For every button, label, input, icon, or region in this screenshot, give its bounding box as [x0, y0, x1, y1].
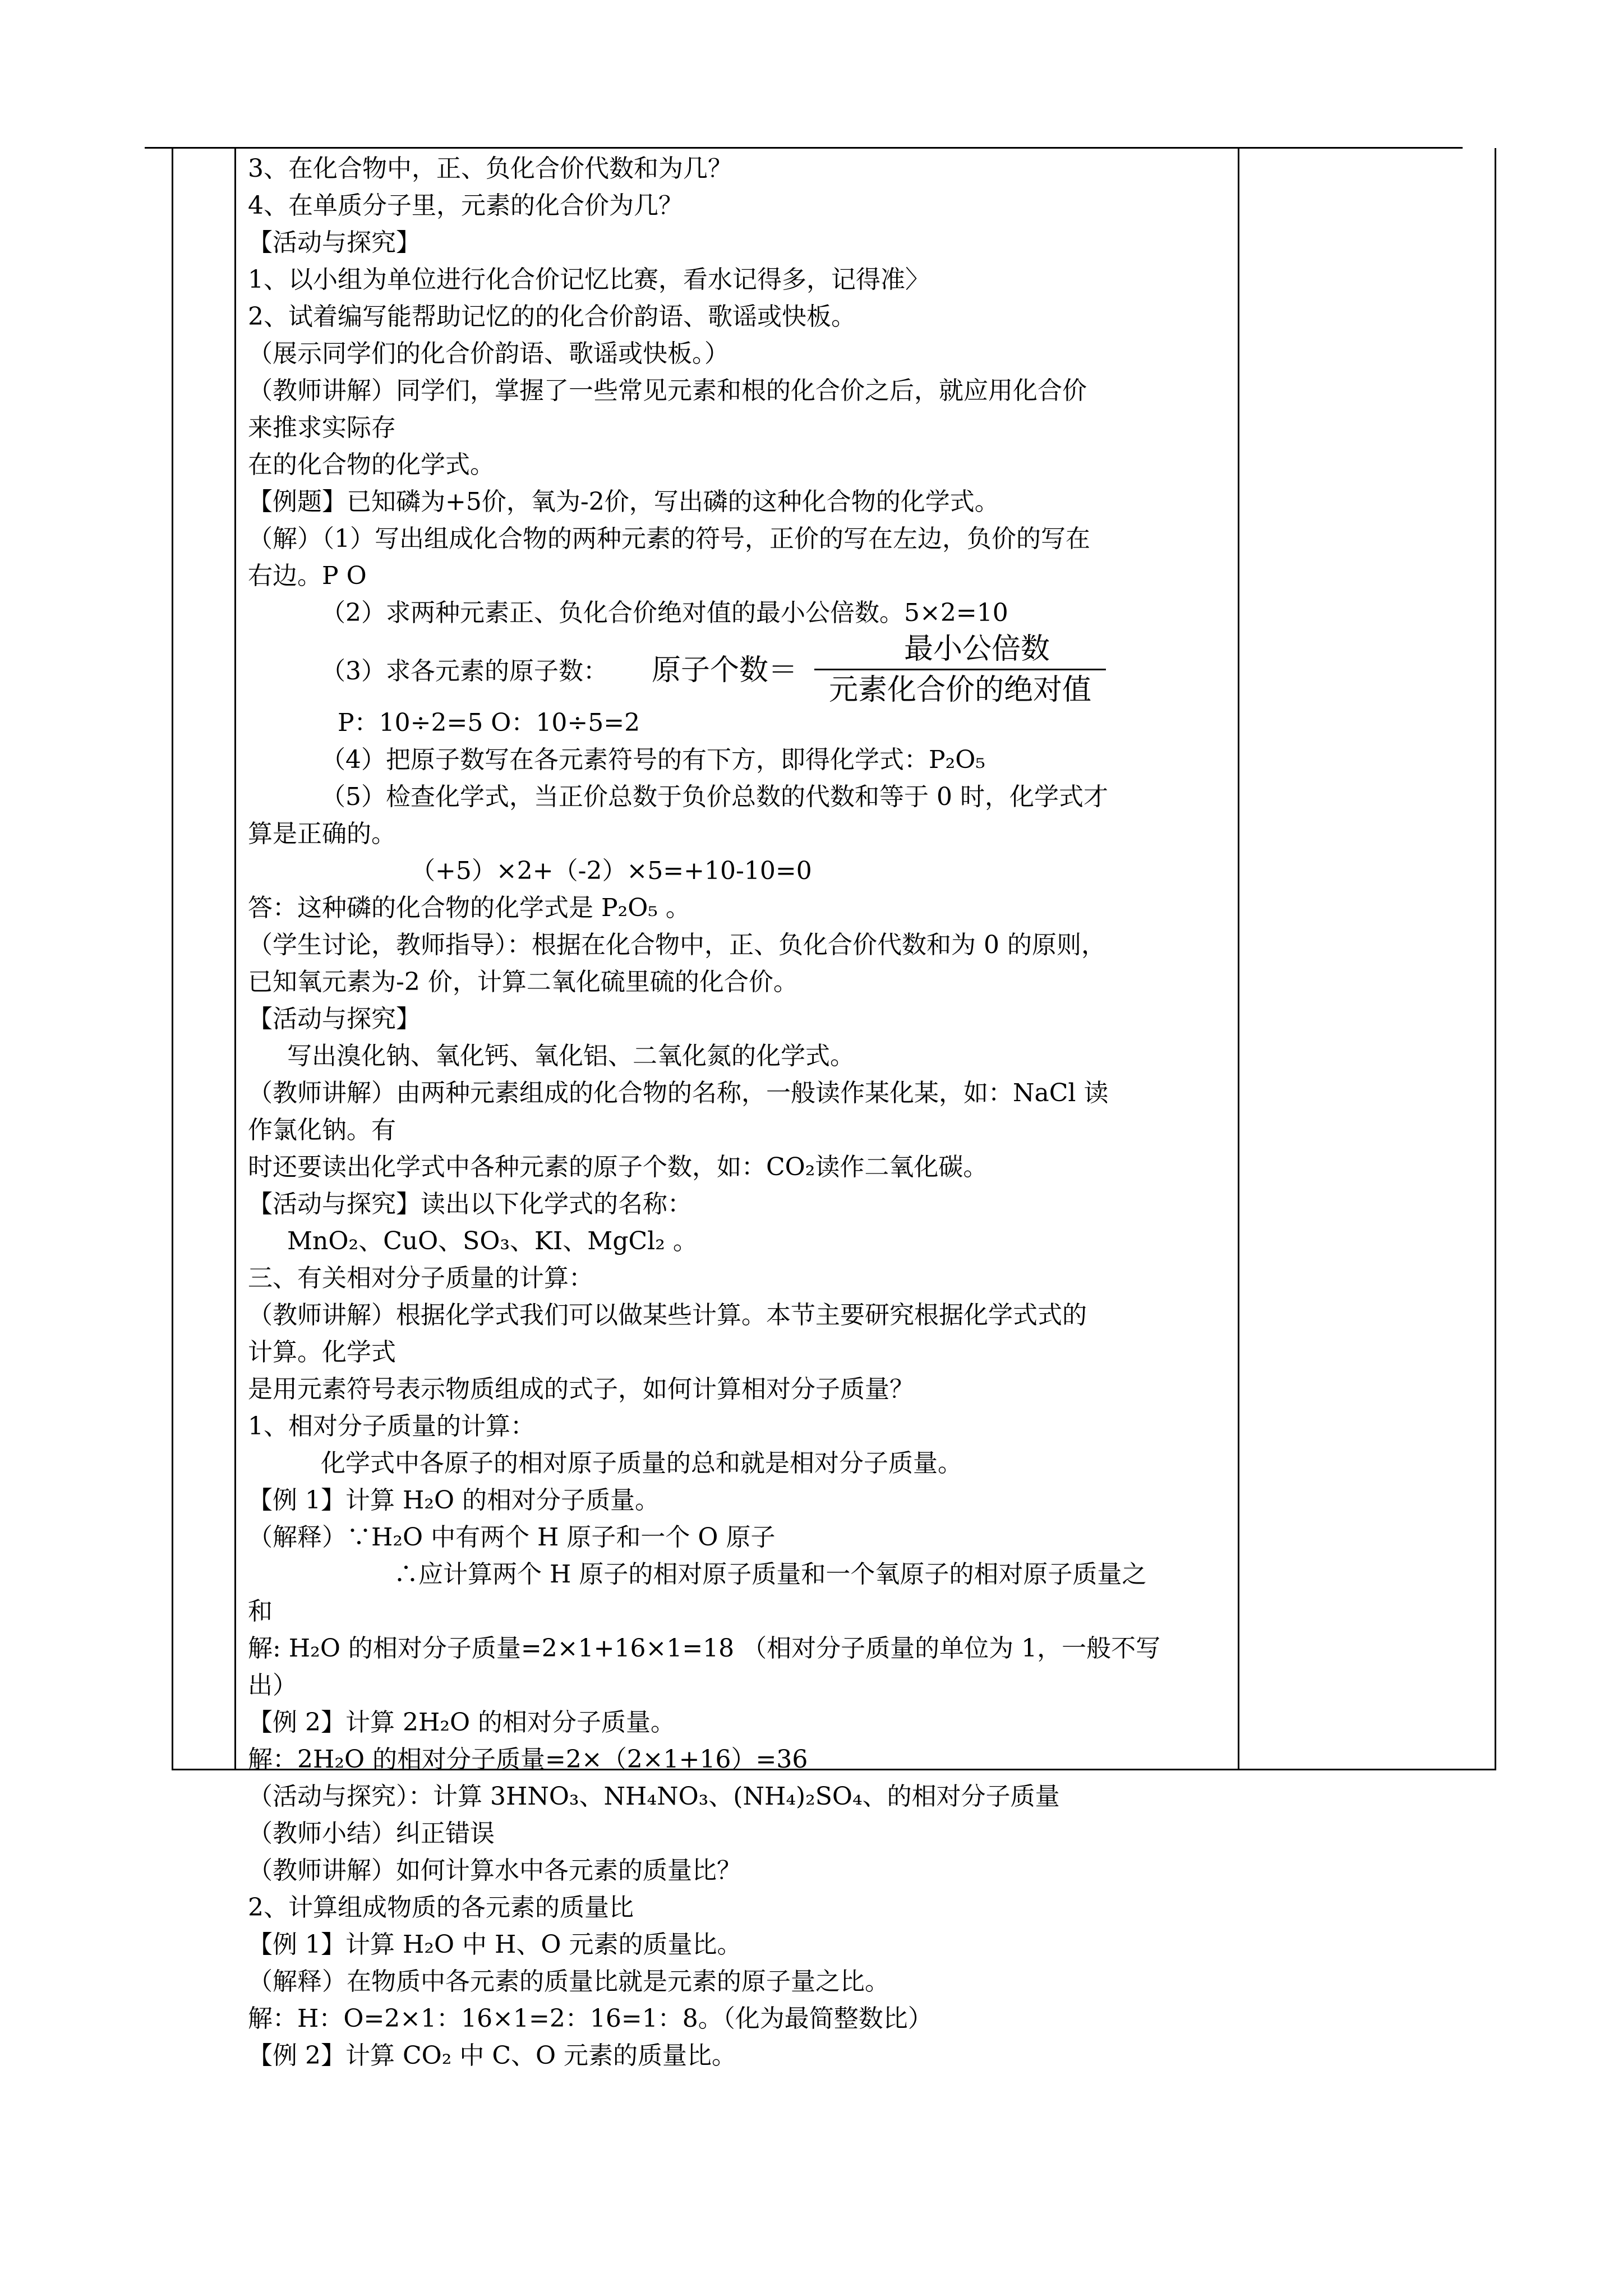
text-line: 答：这种磷的化合物的化学式是 P₂O₅ 。 [248, 894, 690, 922]
text-line: 【例 1】计算 H₂O 的相对分子质量。 [248, 1486, 660, 1515]
formula-denominator: 元素化合价的绝对值 [828, 673, 1091, 707]
lesson-content [248, 150, 1229, 2074]
text-line: 4、在单质分子里，元素的化合价为几？ [248, 191, 683, 220]
text-line: 【活动与探究】 [248, 228, 421, 257]
text-line: 解: H₂O 的相对分子质量=2×1+16×1=18 （相对分子质量的单位为 1，一般不写 [248, 1634, 1161, 1663]
atom-count-formula [248, 632, 1229, 705]
text-line: （+5）×2+（-2）×5=+10-10=0 [411, 857, 812, 885]
text-line: （教师讲解）根据化学式我们可以做某些计算。本节主要研究根据化学式式的 [248, 1301, 1087, 1329]
text-line: （解）（1）写出组成化合物的两种元素的符号，正价的写在左边，负价的写在 [248, 524, 1090, 553]
text-line: 时还要读出化学式中各种元素的原子个数，如：CO₂读作二氧化碳。 [248, 1153, 988, 1181]
text-line: 【例题】已知磷为+5价，氧为-2价，写出磷的这种化合物的化学式。 [248, 487, 999, 516]
text-line: P：10÷2=5 O：10÷5=2 [338, 708, 640, 737]
text-line: 已知氧元素为-2 价，计算二氧化硫里硫的化合价。 [248, 968, 798, 996]
formula-lead-text: （3）求各元素的原子数： [321, 657, 608, 685]
text-line: 作氯化钠。有 [248, 1116, 396, 1144]
text-line: 右边。P O [248, 562, 367, 590]
text-line: 和 [248, 1597, 273, 1626]
formula-lhs: 原子个数＝ [652, 654, 798, 687]
text-line: 2、计算组成物质的各元素的质量比 [248, 1893, 634, 1922]
text-line: 出） [248, 1671, 297, 1700]
text-line: （5）检查化学式，当正价总数于负价总数的代数和等于 0 时，化学式才 [321, 783, 1108, 811]
text-line: 【例 1】计算 H₂O 中 H、O 元素的质量比。 [248, 1930, 742, 1959]
text-line: 计算。化学式 [248, 1338, 396, 1366]
fraction-bar [814, 669, 1106, 670]
text-line: （展示同学们的化合价韵语、歌谣或快板。） [248, 339, 729, 368]
text-line: 【活动与探究】读出以下化学式的名称： [248, 1190, 692, 1218]
text-line: 解：H：O=2×1：16×1=2：16=1：8。（化为最简整数比） [248, 2004, 933, 2033]
text-line: 1、相对分子质量的计算： [248, 1412, 535, 1441]
text-line: （解释）∵H₂O 中有两个 H 原子和一个 O 原子 [248, 1523, 776, 1552]
lesson-text-block-2 [248, 705, 1229, 2074]
text-line: 【例 2】计算 CO₂ 中 C、O 元素的质量比。 [248, 2041, 737, 2070]
text-line: 化学式中各原子的相对原子质量的总和就是相对分子质量。 [321, 1449, 962, 1478]
formula-fraction [814, 632, 1106, 707]
text-line: （2）求两种元素正、负化合价绝对值的最小公倍数。5×2=10 [321, 599, 1008, 627]
formula-numerator: 最小公倍数 [903, 632, 1050, 666]
lesson-text-block-1 [248, 150, 1229, 632]
text-line: （教师讲解）由两种元素组成的化合物的名称，一般读作某化某，如：NaCl 读 [248, 1079, 1109, 1107]
text-line: 1、以小组为单位进行化合价记忆比赛，看水记得多，记得准〉 [248, 265, 930, 294]
text-line: 来推求实际存 [248, 413, 396, 442]
text-line: 算是正确的。 [248, 820, 396, 848]
text-line: ∴应计算两个 H 原子的相对原子质量和一个氧原子的相对原子质量之 [394, 1560, 1147, 1589]
text-line: 写出溴化钠、氧化钙、氧化铝、二氧化氮的化学式。 [287, 1042, 855, 1070]
text-line: （学生讨论，教师指导）：根据在化合物中，正、负化合价代数和为 0 的原则， [248, 931, 1106, 959]
text-line: 解：2H₂O 的相对分子质量=2×（2×1+16）=36 [248, 1745, 808, 1774]
table-column-divider-left [234, 148, 236, 1770]
table-column-divider-right [1238, 148, 1239, 1770]
text-line: 【活动与探究】 [248, 1005, 421, 1033]
text-line: 在的化合物的化学式。 [248, 450, 495, 479]
text-line: 3、在化合物中，正、负化合价代数和为几？ [248, 154, 732, 183]
text-line: （4）把原子数写在各元素符号的有下方，即得化学式：P₂O₅ [321, 746, 985, 774]
text-line: （教师小结）纠正错误 [248, 1819, 495, 1848]
text-line: （教师讲解）同学们，掌握了一些常见元素和根的化合价之后，就应用化合价 [248, 376, 1087, 405]
text-line: 三、有关相对分子质量的计算： [248, 1264, 593, 1292]
text-line: 是用元素符号表示物质组成的式子，如何计算相对分子质量？ [248, 1375, 914, 1404]
text-line: （活动与探究）：计算 3HNO₃、NH₄NO₃、(NH₄)₂SO₄、的相对分子质量 [248, 1782, 1060, 1811]
text-line: 【例 2】计算 2H₂O 的相对分子质量。 [248, 1708, 676, 1737]
text-line: 2、试着编写能帮助记忆的的化合价韵语、歌谣或快板。 [248, 302, 856, 331]
text-line: （解释）在物质中各元素的质量比就是元素的原子量之比。 [248, 1967, 889, 1996]
text-line: MnO₂、CuO、SO₃、KI、MgCl₂ 。 [287, 1227, 698, 1255]
text-line: （教师讲解）如何计算水中各元素的质量比？ [248, 1856, 741, 1885]
